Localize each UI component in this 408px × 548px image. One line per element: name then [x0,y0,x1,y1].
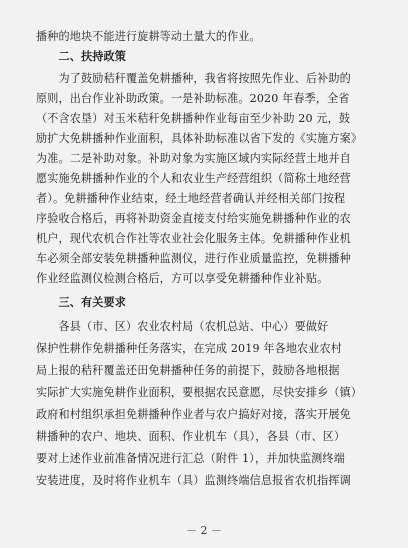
body-text-line: 原则，出台作业补助政策。一是补助标准。2020 年春季，全省 [36,92,350,105]
body-text-line: 为了鼓励秸秆覆盖免耕播种，我省将按照先作业、后补助的 [36,72,351,85]
body-text-line: 要对上述作业前准备情况进行汇总（附件 1），并加快监测终端 [36,452,345,465]
body-text-line: 实际扩大实施免耕作业面积，要根据农民意愿，尽快安排乡（镇） [36,386,363,399]
body-text-line: 各县（市、区）农业农村局（农机总站、中心）要做好 [36,320,329,333]
body-text-line: 为准。二是补助对象。补助对象为实施区域内实际经营土地并自 [36,152,351,165]
body-text-line: 作业经监测仪检测合格后，方可以享受免耕播种作业补贴。 [36,272,329,285]
body-text-line: 序验收合格后，再将补助资金直接支付给实施免耕播种作业的农 [36,212,351,225]
body-text-line: 励扩大免耕播种作业面积，具体补助标准以省下发的《实施方案》 [36,132,363,145]
body-text-line: 车必须全部安装免耕播种监测仪，进行作业质量监控，免耕播种 [36,252,351,265]
body-text-line: 愿实施免耕播种作业的个人和农业生产经营组织（简称土地经营 [36,172,351,185]
body-text-line: 播种的地块不能进行旋耕等动土量大的作业。 [36,30,261,43]
body-text-line: 政府和村组织承担免耕播种作业者与农户搞好对接，落实开展免 [36,408,351,421]
body-text-line: 局上报的秸秆覆盖还田免耕播种任务的前提下，鼓励各地根据 [36,364,340,377]
body-text-line: 者）。免耕播种作业结束，经土地经营者确认并经相关部门按程 [36,192,346,205]
body-text-line: （不含农垦）对玉米秸秆免耕播种作业每亩至少补助 20 元，鼓 [36,112,351,125]
body-text-line: 机户，现代农机合作社等农业社会化服务主体。免耕播种作业机 [36,232,351,245]
body-text-line: 安装进度，及时将作业机车（具）监测终端信息报省农机指挥调 [36,474,351,487]
body-text-line: 保护性耕作免耕播种任务落实，在完成 2019 年各地农业农村 [36,342,343,355]
section-heading-requirements: 三、有关要求 [36,296,126,309]
page-number: － 2 － [186,524,222,537]
section-heading-policy: 二、扶持政策 [36,50,126,63]
body-text-line: 耕播种的农户、地块、面积、作业机车（具），各县（市、区） [36,430,346,443]
